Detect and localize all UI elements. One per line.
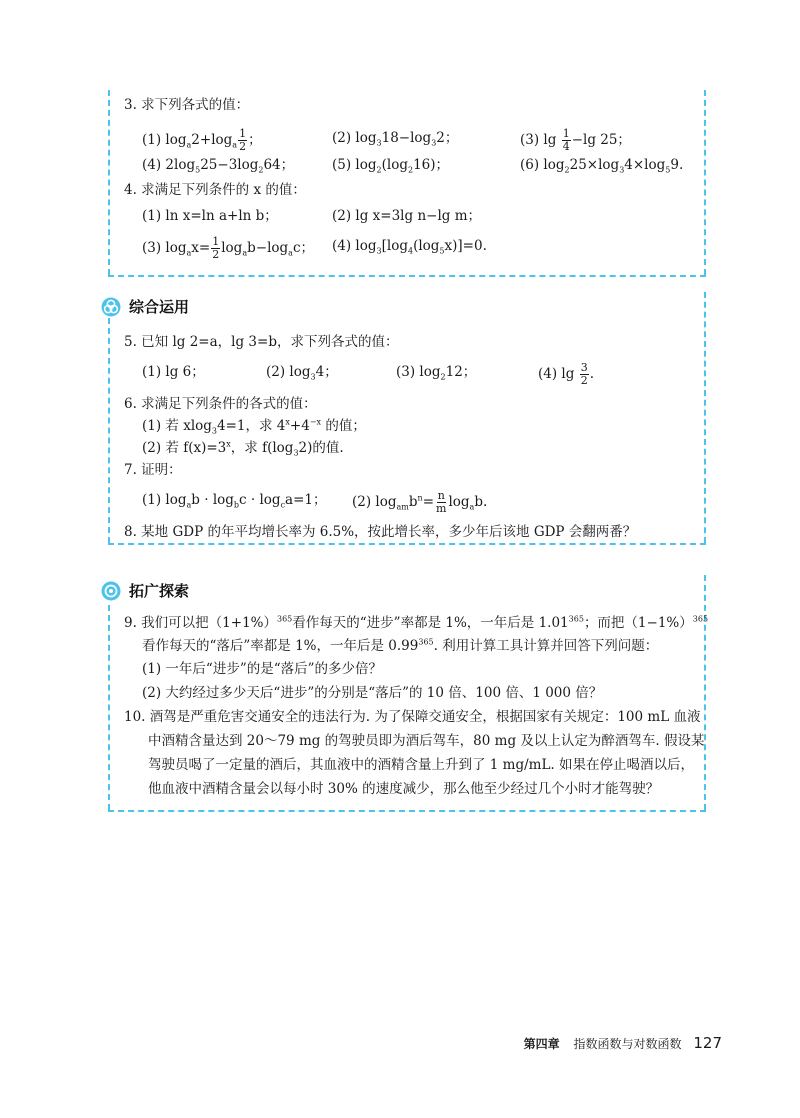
exercise-6-item-1: (1) 若 xlog$_3$4=1，求 $4^x+4^{-x}$ 的值； bbox=[142, 417, 366, 436]
exercise-4-item-2: (2) lg x=3lg n−lg m； bbox=[332, 208, 481, 224]
exercise-3-item-6: (6) $\log_225\times\log_34\times\log_59$. bbox=[520, 157, 684, 175]
section-header-comprehensive bbox=[101, 296, 189, 317]
exercise-9-line-2: 看作每天的“落后”率都是 1%，一年后是 0.99$^{365}$. 利用计算工具计算并回答下列问题： bbox=[142, 637, 659, 654]
exercise-6-item-2: (2) 若 $f(x)=3^x$，求 $f(\log_32)$的值. bbox=[142, 439, 344, 458]
chapter-label: 第四章 bbox=[523, 1037, 560, 1051]
exercise-9-line-1: 9. 我们可以把$(1+1\%)^{365}$看作每天的“进步”率都是 1%，一年后是 1.01$^{365}$；而把$(1-1\%)^{365}$ bbox=[124, 614, 709, 631]
exercise-10-line-1: 10. 酒驾是严重危害交通安全的违法行为. 为了保障交通安全，根据国家有关规定：100 mL 血液 bbox=[124, 709, 701, 725]
exercise-3-item-5: (5) $\log_2(\log_216)$； bbox=[332, 157, 450, 175]
exercise-4-item-3: (3) $\log_ax=$ $\frac{1}{2}$ $\log_ab-\log_ac$； bbox=[142, 235, 314, 261]
exercise-3-prompt: 3. 求下列各式的值： bbox=[124, 97, 250, 113]
chapter-title: 指数函数与对数函数 bbox=[573, 1037, 682, 1051]
page-number: 127 bbox=[693, 1034, 722, 1052]
section-title: 拓广探索 bbox=[129, 582, 190, 600]
frame-left-border bbox=[108, 90, 110, 275]
exercise-9-item-2: (2) 大约经过多少天后“进步”的分别是“落后”的 10 倍、100 倍、1 000 倍？ bbox=[142, 685, 603, 701]
exercise-4-item-1: (1) ln x=ln a+ln b； bbox=[142, 208, 278, 224]
frame-bottom-border bbox=[108, 275, 706, 277]
exercise-5-prompt: 5. 已知 lg 2=a，lg 3=b，求下列各式的值： bbox=[124, 334, 399, 350]
exercise-10-line-4: 他血液中酒精含量会以每小时 30% 的速度减少，那么他至少经过几个小时才能驾驶？ bbox=[148, 781, 660, 797]
exercise-3-item-3: (3) lg $\frac{1}{4}$ −lg 25； bbox=[520, 127, 631, 153]
section-title: 综合运用 bbox=[129, 298, 190, 316]
exercise-7-item-2: (2) $\log_{am}b^n=$ $\frac{n}{m}$ $\log_ab$. bbox=[352, 489, 488, 515]
exercise-7-prompt: 7. 证明： bbox=[124, 462, 182, 478]
fraction: $\frac{1}{2}$ bbox=[212, 235, 220, 261]
exercise-3-item-4: (4) $2\log_525-3\log_264$； bbox=[142, 157, 295, 175]
page-footer bbox=[524, 1034, 722, 1052]
exercise-5-item-4: (4) lg $\frac{3}{2}$ . bbox=[538, 361, 594, 387]
exercise-9-item-1: (1) 一年后“进步”的是“落后”的多少倍？ bbox=[142, 661, 383, 677]
exercise-10-line-3: 驾驶员喝了一定量的酒后，其血液中的酒精含量上升到了 1 mg/mL. 如果在停止喝酒以后， bbox=[148, 757, 695, 773]
exercise-7-item-1: (1) $\log_ab \cdot \log_bc \cdot \log_ca=1$； bbox=[142, 492, 327, 510]
frame-right-border bbox=[704, 575, 706, 810]
target-circle-icon bbox=[101, 581, 121, 601]
frame-left-border bbox=[108, 318, 110, 543]
fraction: $\frac{1}{2}$ bbox=[239, 127, 247, 153]
triangle-knot-icon bbox=[101, 297, 121, 317]
frame-right-border bbox=[704, 292, 706, 543]
frame-bottom-border bbox=[108, 543, 706, 545]
fraction: $\frac{3}{2}$ bbox=[580, 361, 588, 387]
exercise-4-prompt: 4. 求满足下列条件的 x 的值： bbox=[124, 182, 306, 198]
exercise-4-item-4: (4) $\log_3[\log_4(\log_5x)]=0$. bbox=[332, 238, 487, 256]
section-header-extension bbox=[101, 580, 189, 601]
exercise-6-prompt: 6. 求满足下列条件的各式的值： bbox=[124, 396, 317, 412]
exercise-3-item-1: (1) $\log_a2+\log_a$ $\frac{1}{2}$ ； bbox=[142, 127, 262, 153]
exercise-5-item-3: (3) $\log_212$； bbox=[396, 364, 477, 382]
frame-bottom-border bbox=[108, 810, 706, 812]
exercise-3-item-2: (2) $\log_318-\log_32$； bbox=[332, 130, 459, 148]
exercise-5-item-2: (2) $\log_34$； bbox=[266, 364, 338, 382]
frame-right-border bbox=[704, 90, 706, 275]
fraction: $\frac{1}{4}$ bbox=[562, 127, 570, 153]
exercise-5-item-1: (1) lg 6； bbox=[142, 364, 205, 380]
frame-left-border bbox=[108, 605, 110, 810]
exercise-8-prompt: 8. 某地 GDP 的年平均增长率为 6.5%，按此增长率，多少年后该地 GDP 会翻两番？ bbox=[124, 524, 637, 540]
exercise-10-line-2: 中酒精含量达到 20～79 mg 的驾驶员即为酒后驾车，80 mg 及以上认定为醉酒驾车. 假设某 bbox=[148, 733, 705, 749]
fraction: $\frac{n}{m}$ bbox=[436, 489, 447, 515]
